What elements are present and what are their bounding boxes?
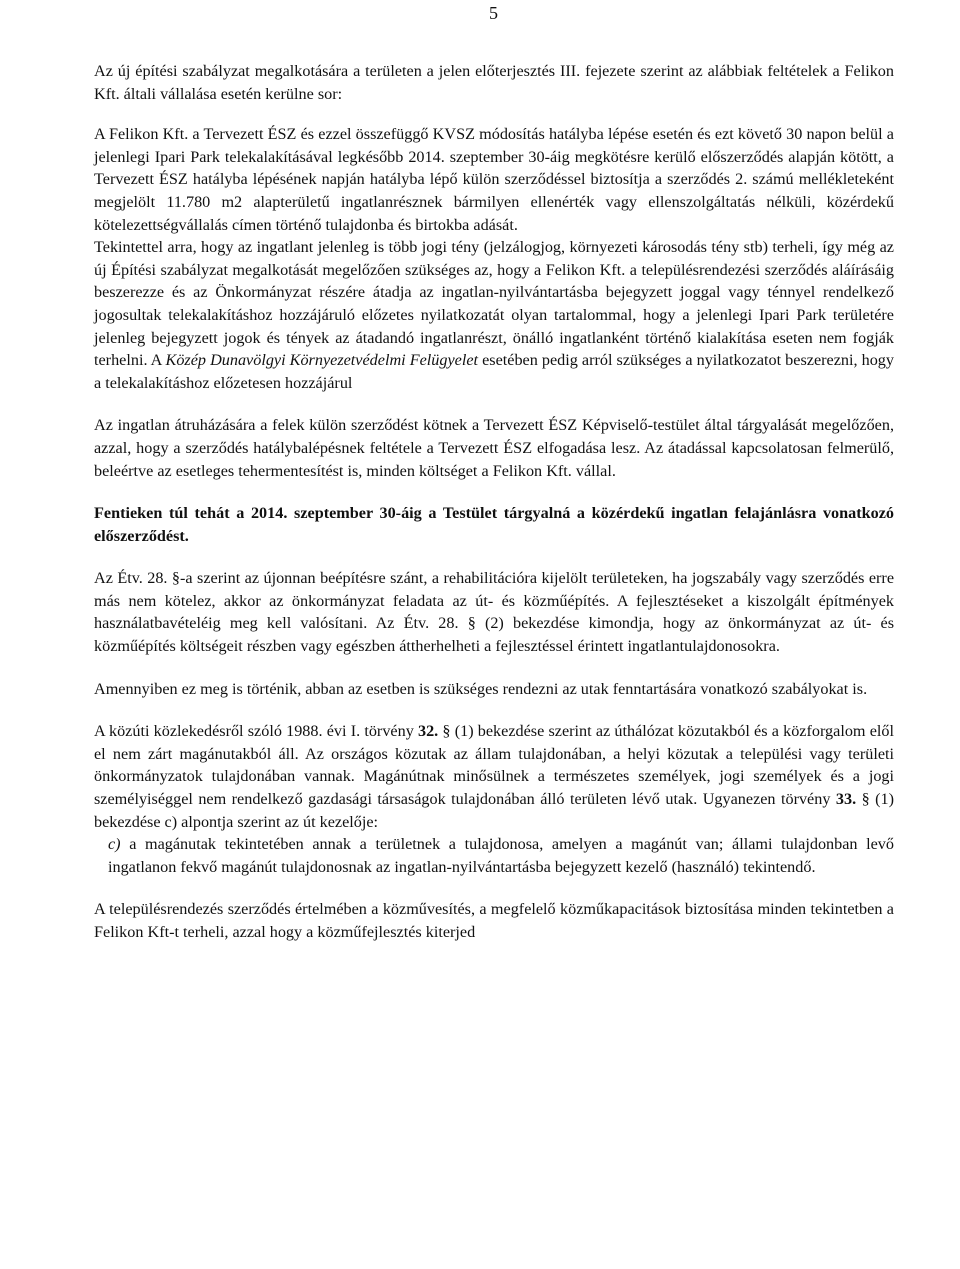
encumbrances-text-1: Tekintettel arra, hogy az ingatlant jelenleg is több jogi tény (jelzálogjog, környezeti károsodás tény stb) terheli, így még az új Építési szabályzat megalkotását megelőzően szükséges az, hogy a Felikon Kft. a településrendezési szerződés aláírásáig beszerezze és az Önkormányzat részére átadja az ingatlan-nyilvántartásba bejegyzett joggal vagy ténnyel rendelkező jogosultak telekalakításhoz hozzájáruló előzetes nyilatkozatát olyan tartalommal, hogy a jelenlegi Ipari Park területére jelenleg bejegyzett jogok és tények az átadandó ingatlanrészt, önálló ingatlanként történő kialakítása eseten nem fogják terhelni. A [94, 238, 894, 370]
paragraph-intro: Az új építési szabályzat megalkotására a területen a jelen előterjesztés III. fejezete szerint az alábbiak feltételek a Felikon Kft. általi vállalása esetén kerülne sor: [94, 62, 894, 103]
road-law-text-2: § (1) bekezdése szerint az úthálózat közutakból és a közforgalom elől el nem zárt magánutakból áll. Az országos közutak az állam tulajdonában, a helyi közutak a települési vagy területi önkormányzatok tulajdonában vannak. Magánútnak minősülnek a természetes személyek, jogi személyek és a jogi személyiséggel nem rendelkező gazdasági társaságok tulajdonában álló területen lévő utak. Ugyanezen törvény [94, 722, 894, 809]
road-law-text-3: § (1) bekezdése c) alpontja szerint az út kezelője: [94, 790, 894, 831]
road-law-text-1: A közúti közlekedésről szóló 1988. évi I. törvény [94, 722, 418, 741]
paragraph-utilities: A településrendezés szerződés értelmében a közművesítés, a megfelelő közműkapacitások biztosítása minden tekintetben a Felikon Kft-t terheli, azzal hogy a közműfejlesztés kiterjed [94, 900, 894, 941]
list-item-c [94, 833, 894, 878]
encumbrances-text-2: esetében pedig arról szükséges a nyilatkozatot beszerezni, hogy a telekalakításhoz előzetesen hozzájárul [94, 351, 894, 392]
document-body [94, 60, 894, 944]
paragraph-road-maintenance: Amennyiben ez meg is történik, abban az esetben is szükséges rendezni az utak fenntartására vonatkozó szabályokat is. [94, 679, 868, 698]
paragraph-transfer: Az ingatlan átruházására a felek külön szerződést kötnek a Tervezett ÉSZ Képviselő-testület által tárgyalását megelőzően, azzal, hogy a szerződés hatálybalépésnek feltétele a Tervezett ÉSZ elfogadása lesz. Az átadással kapcsolatosan felmerülő, beleértve az esetleges tehermentesítést is, minden költséget a Felikon Kft. vállal. [94, 416, 894, 480]
item-c-label: c) [108, 835, 121, 854]
paragraph-etv-28: Az Étv. 28. §-a szerint az újonnan beépítésre szánt, a rehabilitációra kijelölt területeken, ha jogszabály vagy szerződés erre más nem kötelez, akkor az önkormányzat feladata az út- és közműépítés. A fejlesztéseket a kiszolgált építmények használatbavételéig meg kell valósítani. Az Étv. 28. § (2) bekezdése kimondja, hogy az önkormányzat az út- és közműépítés költségeit részben vagy egészben áttherhelheti a fejlesztéssel érintett ingatlantulajdonosokra. [94, 569, 894, 656]
item-c-text: a magánutak tekintetében annak a területnek a tulajdonosa, amelyen a magánút van; állami tulajdonban levő ingatlanon fekvő magánút tulajdonosnak az ingatlan-nyilvántartásba bejegyzett kezelő (használó) tekintendő. [108, 835, 894, 876]
paragraph-road-law [94, 720, 894, 833]
paragraph-encumbrances [94, 236, 894, 394]
page-number: 5 [489, 3, 498, 23]
paragraph-summary-bold: Fentieken túl tehát a 2014. szeptember 30-áig a Testület tárgyalná a közérdekű ingatlan felajánlásra vonatkozó előszerződést. [94, 504, 894, 545]
section-33-label: 33. [835, 790, 857, 809]
authority-name: Közép Dunavölgyi Környezetvédelmi Felügyelet [165, 351, 479, 370]
paragraph-felikon-obligation: A Felikon Kft. a Tervezett ÉSZ és ezzel összefüggő KVSZ módosítás hatályba lépése esetén és ezt követő 30 napon belül a jelenlegi Ipari Park telekalakításával legkésőbb 2014. szeptember 30-áig megkötésre kerülő előszerződés alapján kötött, a Tervezett ÉSZ hatályba lépésének napján hatályba lépő külön szerződéssel biztosítja a szerződés 2. számú mellékleteként megjelölt 11.780 m2 alapterületű ingatlanrésznek bármilyen ellenérték vagy ellenszolgáltatás nélküli, közérdekű kötelezettségvállalás címen történő tulajdonba és birtokba adását. [94, 125, 894, 234]
section-32-label: 32. [417, 722, 439, 741]
